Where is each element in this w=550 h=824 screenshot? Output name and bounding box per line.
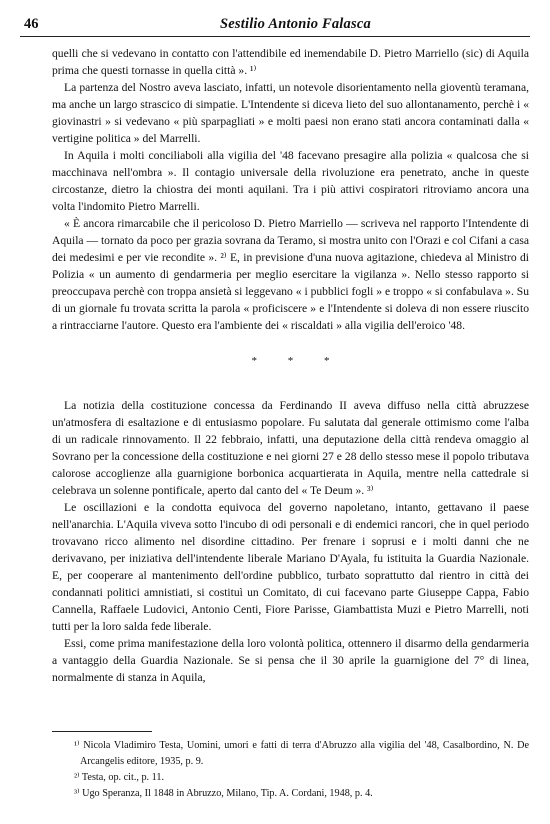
footnote: ¹⁾ Nicola Vladimiro Testa, Uomini, umori e fatti di terra d'Abruzzo alla vigilia del '48, Casalbordino, N. De Arcangelis editore, 1935, p. 9.: [74, 740, 529, 767]
paragraph: In Aquila i molti conciliaboli alla vigilia del '48 facevano presagire alla polizia « qualcosa che si macchinava nell'ombra ». Il contagio universale della rivoluzione era penetrato, anche in queste circostanze, dietro la chiostra dei monti aquilani. Tra i più attivi cospiratori ritroviamo ancora una volta l'indomito Pietro Marrelli.: [52, 149, 529, 213]
main-text: [52, 45, 529, 686]
paragraph: quelli che si vedevano in contatto con l'attendibile ed inemendabile D. Pietro Marriello (sic) di Aquila prima che questi tornasse in quella città ». ¹⁾: [52, 47, 529, 77]
footnote-rule: [52, 731, 152, 732]
header-rule: [20, 36, 530, 37]
paragraph: La notizia della costituzione concessa da Ferdinando II aveva diffuso nella città abruzzese un'atmosfera di esaltazione e di entusiasmo popolare. Fu salutata dal generale ottimismo come l'alba di un radicale rinnovamento. Il 22 febbraio, infatti, una deputazione della città rendeva omaggio al Sovrano per la concessione della costituzione e nei giorni 27 e 28 dello stesso mese il popolo tributava calorose accoglienze alla guarnigione borbonica acquartierata in Aquila, mentre nella cattedrale si celebrava un solenne pontificale, aperto dal canto del « Te Deum ». ³⁾: [52, 399, 529, 497]
paragraph: Essi, come prima manifestazione della loro volontà politica, ottennero il disarmo della gendarmeria a vantaggio della Guardia Nazionale. Se si pensa che il 30 aprile la guarnigione del 7° di linea, normalmente di stanza in Aquila,: [52, 637, 529, 684]
section-separator: * * *: [251, 355, 344, 367]
footnote: ²⁾ Testa, op. cit., p. 11.: [74, 772, 165, 783]
paragraph: La partenza del Nostro aveva lasciato, infatti, un notevole disorientamento nella gioventù teramana, ma anche un largo strascico di simpatie. L'Intendente si diceva lieto del suo allontanamento, perchè i « giovinastri » si vedevano « più sparpagliati » e molti paesi non erano stati ancora contaminati dalla « vertigine politica » del Marrelli.: [52, 81, 529, 145]
paragraph: « È ancora rimarcabile che il pericoloso D. Pietro Marriello — scriveva nel rapporto l'Intendente di Aquila — tornato da poco per grazia sovrana da Teramo, si mostra unito con l'Orazi e col Cifani a casa dei medesimi e per vie recondite ». ²⁾ E, in previsione d'una nuova agitazione, chiedeva al Ministro di Polizia « un aumento di gendarmeria per meglio esercitare la vigilanza ». Nello stesso rapporto si preoccupava perchè con troppa ansietà si leggevano « i pubblici fogli » e troppo « si confabulava ». Su di un giornale fu trovata scritta la parola « proficiscere » e l'Intendente si doleva di non essere riuscito a rintracciarne l'autore. Questo era l'ambiente dei « riscaldati » alla vigilia dell'eroico '48.: [52, 217, 529, 332]
paragraph: Le oscillazioni e la condotta equivoca del governo napoletano, intanto, gettavano il paese nell'anarchia. L'Aquila viveva sotto l'incubo di odi personali e di endemici rancori, che in quel periodo trovavano ricco alimento nel disordine cittadino. Per frenare i soprusi e i molti danni che ne derivavano, per iniziativa dell'intendente liberale Mariano D'Ayala, fu istituita la Guardia Nazionale. E, per cooperare al mantenimento dell'ordine pubblico, turbato soprattutto dal rientro in città dei condannati politici amnistiati, si costituì un Comitato, di cui facevano parte Giuseppe Cappa, Fabio Cannella, Raffaele Ludovici, Antonio Centi, Fiore Parisse, Giambattista Muzi e Pietro Marrelli, noti tutti per la loro salda fede liberale.: [52, 501, 529, 633]
page-number: 46: [24, 16, 39, 32]
footnotes: [52, 738, 529, 802]
running-head: Sestilio Antonio Falasca: [220, 16, 371, 32]
footnote: ³⁾ Ugo Speranza, Il 1848 in Abruzzo, Milano, Tip. A. Cordani, 1948, p. 4.: [74, 788, 373, 799]
